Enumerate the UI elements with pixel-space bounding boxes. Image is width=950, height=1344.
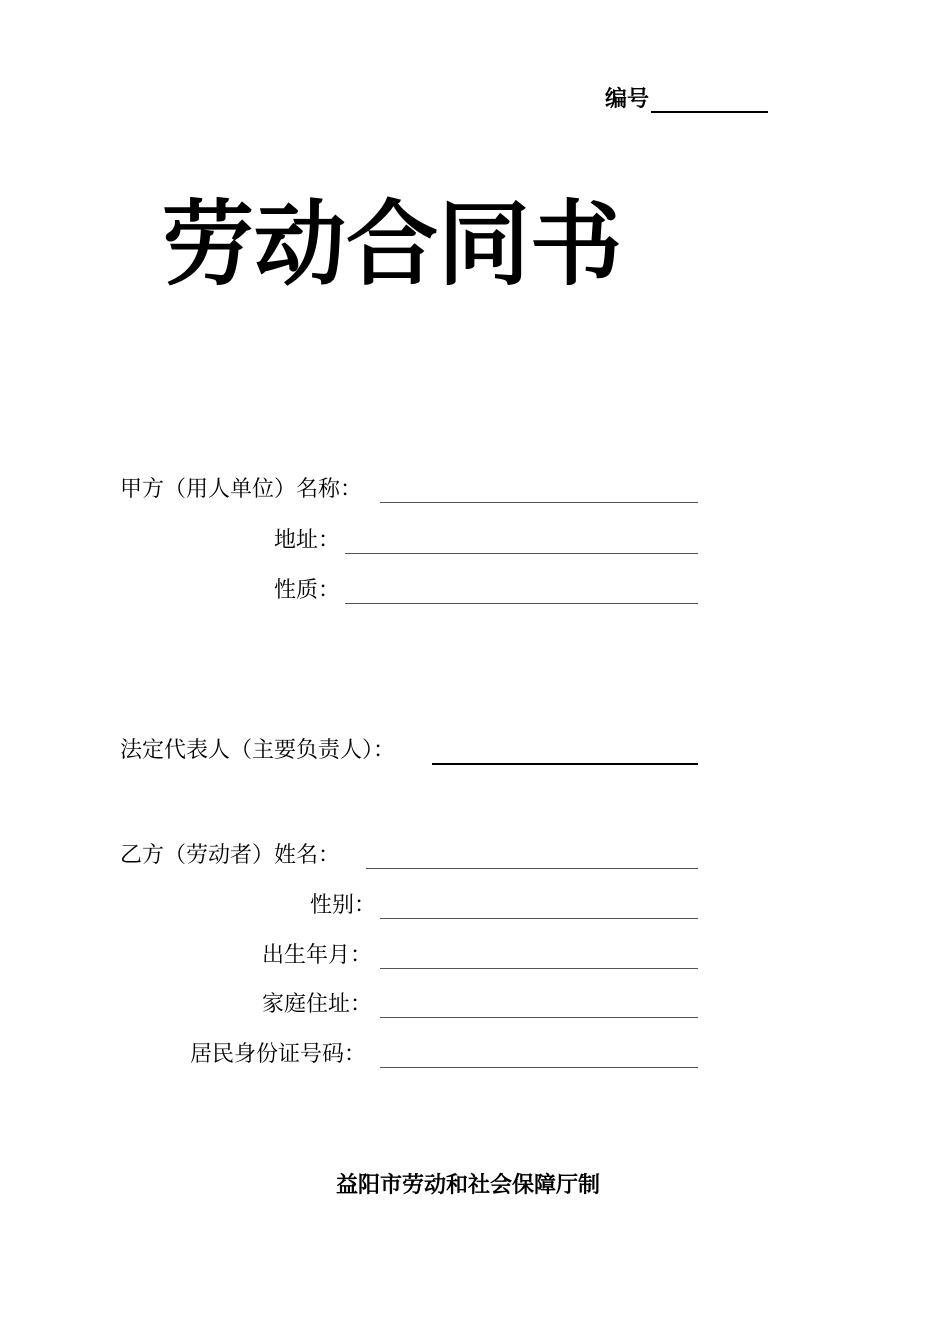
party-b-gender-label: 性别： xyxy=(310,893,377,918)
party-b-home-address-row xyxy=(262,991,372,1019)
party-a-address-field[interactable] xyxy=(345,529,698,554)
party-a-address-row xyxy=(274,527,340,555)
party-b-home-address-field[interactable] xyxy=(380,993,698,1018)
serial-number-label: 编号 xyxy=(605,87,650,112)
document-title: 劳动合同书 xyxy=(162,191,623,298)
issuer-footer: 益阳市劳动和社会保障厅制 xyxy=(336,1172,601,1198)
serial-number-input[interactable] xyxy=(651,89,768,113)
party-a-name-label: 甲方（用人单位）名称： xyxy=(120,477,363,502)
serial-number-field xyxy=(605,82,768,113)
party-b-gender-row xyxy=(310,892,376,920)
party-a-nature-field[interactable] xyxy=(345,579,698,604)
party-a-name-field[interactable] xyxy=(380,478,698,503)
party-a-address-label: 地址： xyxy=(274,528,341,553)
legal-rep-row xyxy=(120,737,395,765)
party-b-name-field[interactable] xyxy=(366,844,698,869)
party-b-home-address-label: 家庭住址： xyxy=(262,992,373,1017)
party-b-birth-field[interactable] xyxy=(380,944,698,969)
party-b-id-label: 居民身份证号码： xyxy=(190,1042,367,1067)
party-b-id-field[interactable] xyxy=(380,1043,698,1068)
party-a-nature-label: 性质： xyxy=(274,578,341,603)
party-a-nature-row xyxy=(274,577,340,605)
party-b-birth-label: 出生年月： xyxy=(262,943,373,968)
party-a-name-row xyxy=(120,476,362,504)
party-b-gender-field[interactable] xyxy=(380,894,698,919)
party-b-name-row xyxy=(120,842,340,870)
legal-rep-field[interactable] xyxy=(432,739,698,765)
legal-rep-label: 法定代表人（主要负责人）： xyxy=(120,738,396,763)
party-b-id-row xyxy=(190,1041,366,1069)
party-b-name-label: 乙方（劳动者）姓名： xyxy=(120,843,341,868)
party-b-birth-row xyxy=(262,942,372,970)
